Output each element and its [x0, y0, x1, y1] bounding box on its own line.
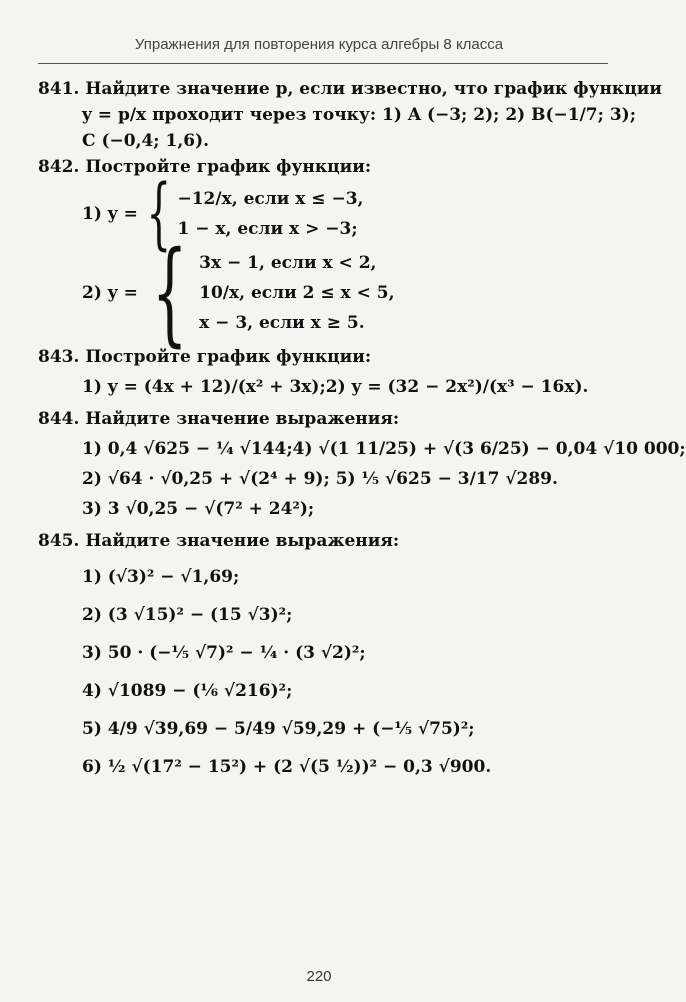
exercise-title: Постройте график функции:: [85, 347, 372, 367]
case-line: 10/x, если 2 ≤ x < 5,: [199, 283, 395, 303]
brace-symbol: {: [146, 169, 172, 259]
expression-item: 4) √1089 − (⅙ √216)²;: [82, 681, 293, 701]
expression-item: 3) 50 · (−⅕ √7)² − ¼ · (3 √2)²;: [82, 643, 366, 663]
exercise-number: 841.: [38, 79, 80, 99]
case-line: 3x − 1, если x < 2,: [199, 253, 377, 273]
expression-item: 4) √(1 11/25) + √(3 6/25) − 0,04 √10 000;: [292, 439, 686, 459]
function-label: 2) y =: [82, 283, 138, 303]
case-line: x − 3, если x ≥ 5.: [199, 313, 365, 333]
piecewise-function-1: [38, 169, 608, 259]
expression-item: 2) (3 √15)² − (15 √3)²;: [82, 605, 293, 625]
expression-item: 5) 4/9 √39,69 − 5/49 √59,29 + (−⅕ √75)²;: [82, 719, 475, 739]
page-number: 220: [306, 968, 332, 985]
exercise-number: 845.: [38, 531, 80, 551]
exercises: [38, 76, 686, 786]
function-item: 1) y = (4x + 12)/(x² + 3x);: [82, 377, 326, 397]
exercise-title: Найдите значение выражения:: [85, 409, 400, 429]
header-rule: [38, 63, 608, 64]
exercise-845: [38, 528, 608, 786]
exercise-843: [38, 344, 608, 400]
case-line: −12/x, если x ≤ −3,: [177, 189, 364, 209]
exercise-title: Найдите значение выражения:: [85, 531, 400, 551]
exercise-number: 844.: [38, 409, 80, 429]
expression-item: 5) ⅕ √625 − 3/17 √289.: [335, 469, 558, 489]
exercise-title: Найдите значение p, если известно, что график функции: [85, 79, 662, 99]
function-item: 2) y = (32 − 2x²)/(x³ − 16x).: [325, 377, 589, 397]
brace-symbol: {: [151, 228, 188, 358]
expression-item: 1) (√3)² − √1,69;: [82, 567, 240, 587]
exercise-line: [38, 466, 608, 492]
function-label: 1) y =: [82, 204, 138, 224]
expression-item: 2) √64 · √0,25 + √(2⁴ + 9);: [82, 469, 330, 489]
exercise-number: 842.: [38, 157, 80, 177]
running-header: Упражнения для повторения курса алгебры 8 класса: [134, 36, 504, 53]
exercise-pair: [38, 374, 608, 400]
expression-item: 1) 0,4 √625 − ¼ √144;: [82, 439, 293, 459]
exercise-841: [38, 76, 662, 154]
exercise-number: 843.: [38, 347, 80, 367]
cases-list: [199, 248, 394, 338]
exercise-pair: [38, 436, 686, 462]
expression-item: 3) 3 √0,25 − √(7² + 24²);: [82, 499, 315, 519]
exercise-line: C (−0,4; 1,6).: [82, 131, 210, 151]
exercise-844: [38, 406, 686, 522]
exercise-line: y = p/x проходит через точку: 1) A (−3; 2); 2) B(−1/7; 3);: [82, 105, 636, 125]
expression-item: 6) ½ √(17² − 15²) + (2 √(5 ½))² − 0,3 √900.: [82, 757, 492, 777]
exercise-title: Постройте график функции:: [85, 157, 372, 177]
case-line: 1 − x, если x > −3;: [177, 219, 358, 239]
cases-list: [177, 184, 363, 244]
